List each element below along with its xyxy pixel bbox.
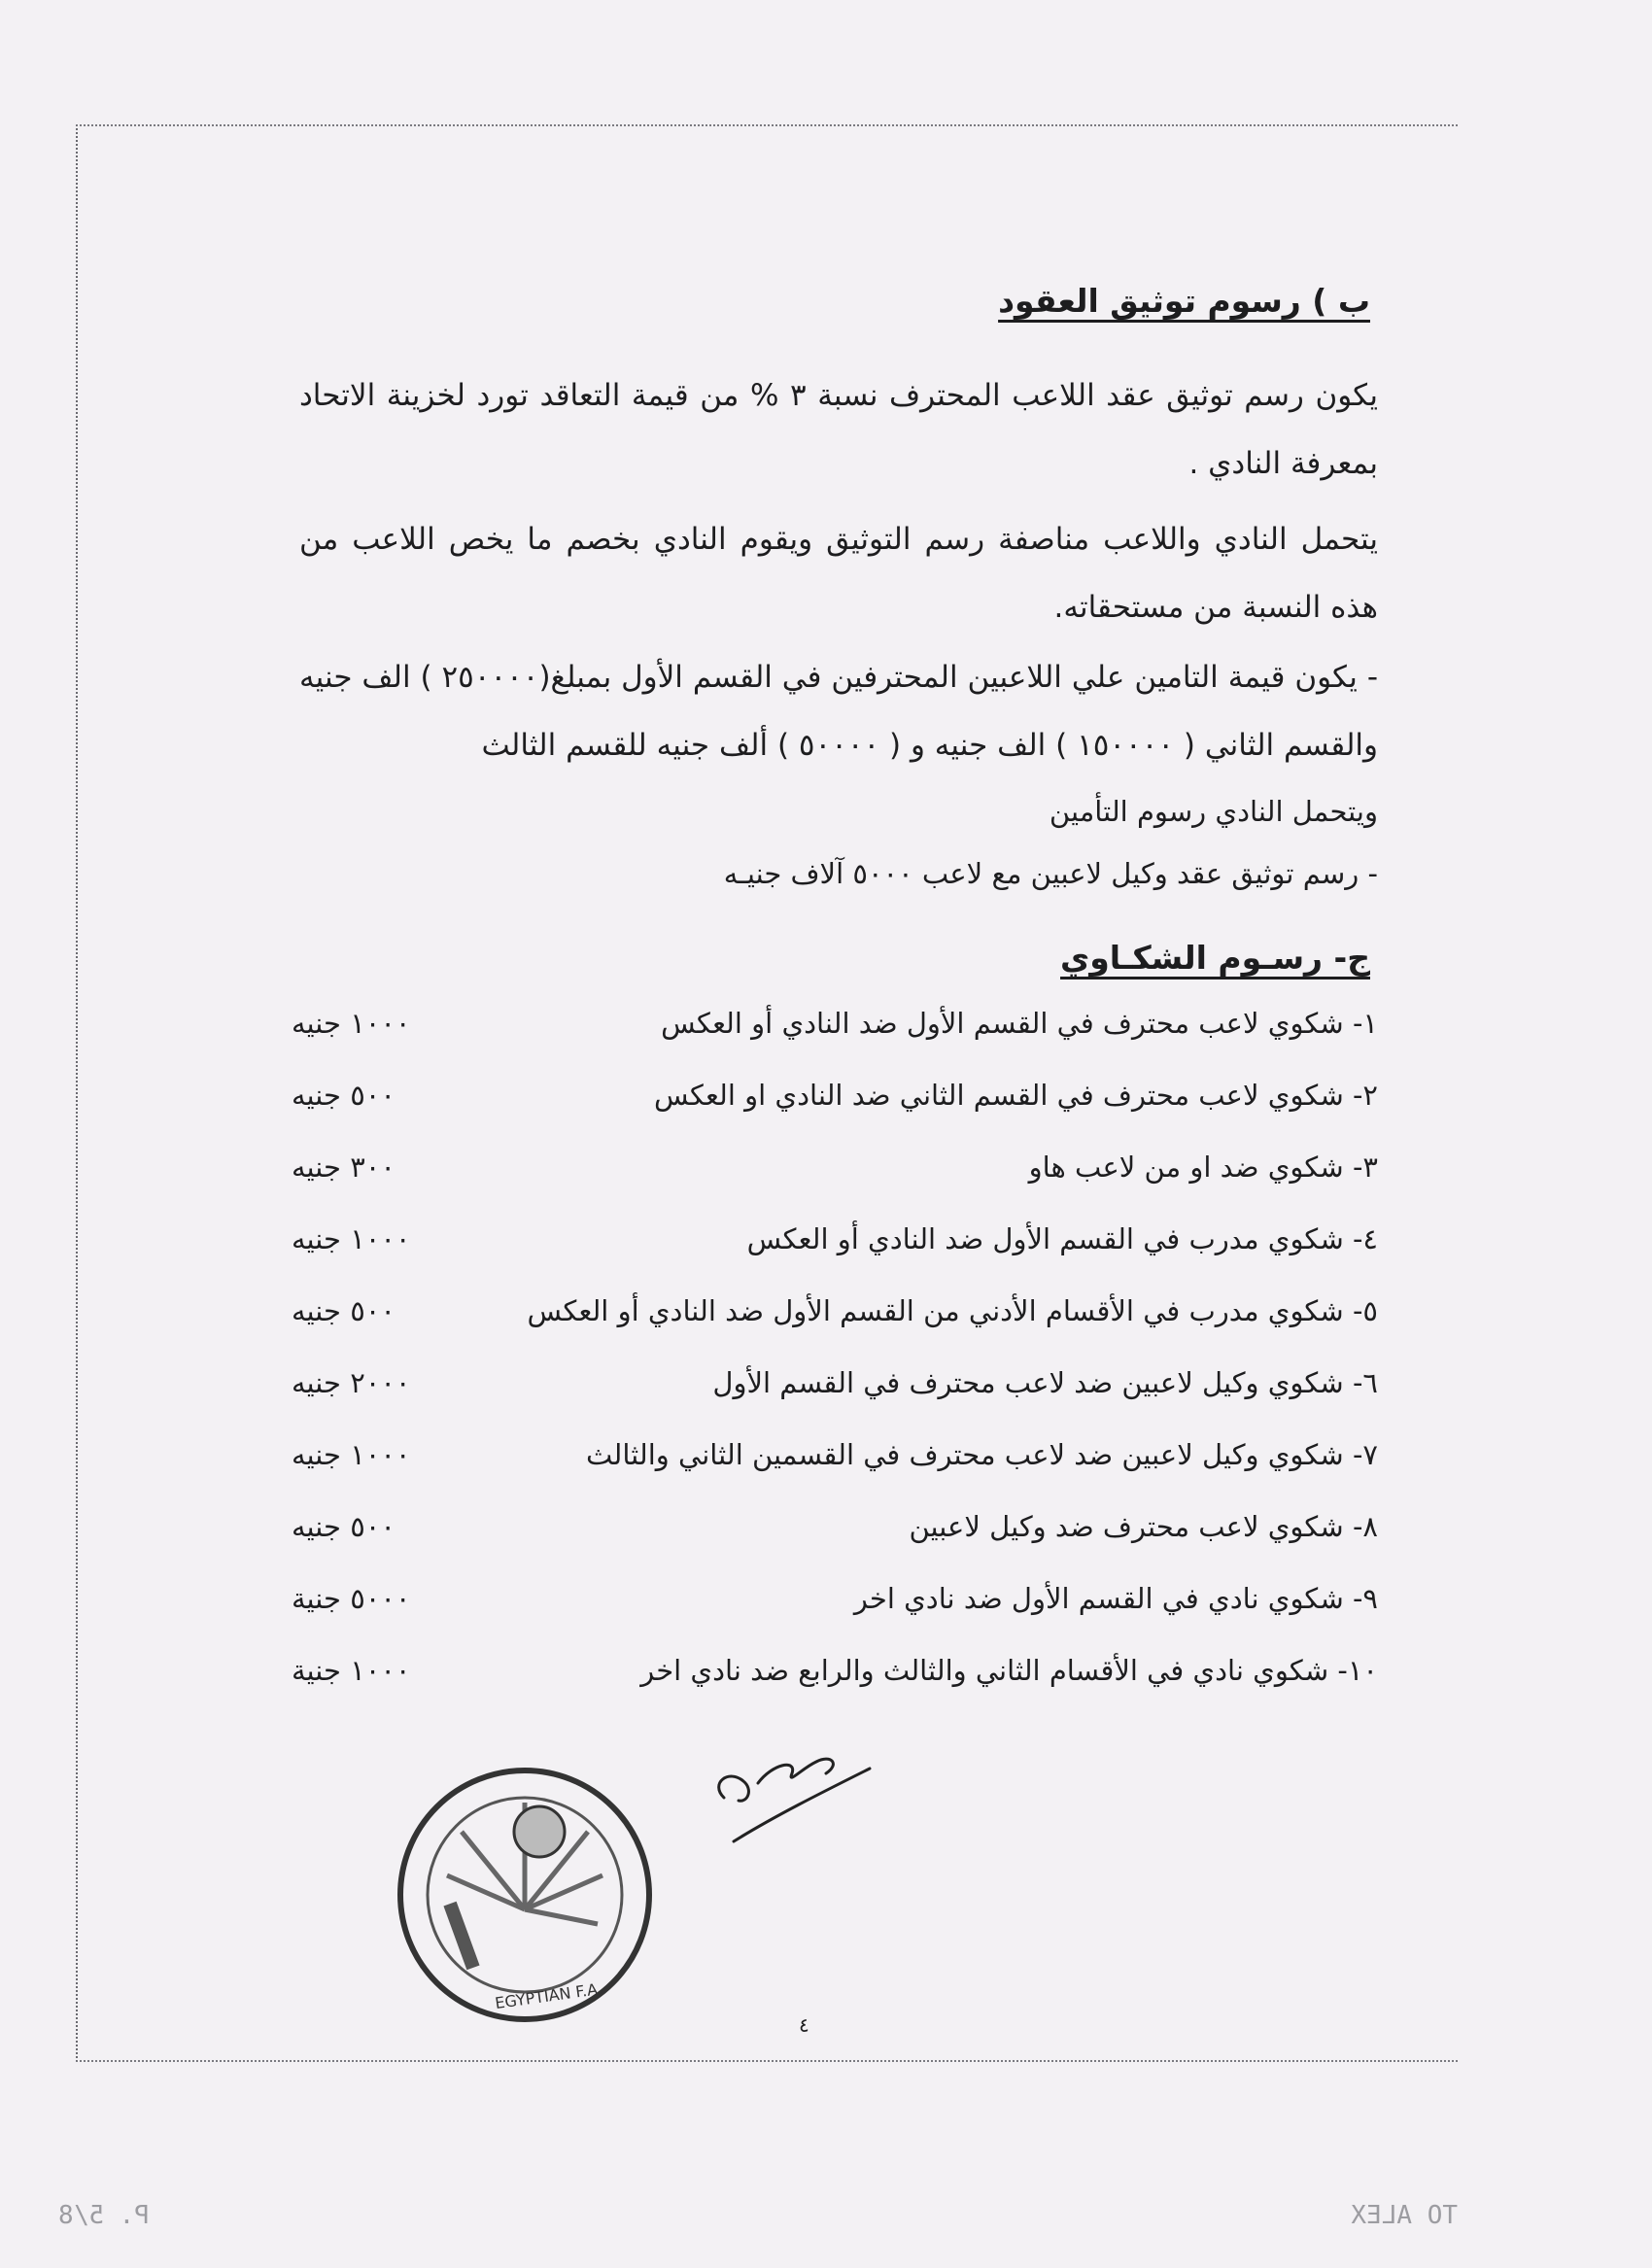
fax-footer-right: P. 5/8 (58, 2201, 150, 2230)
complaint-description: ٧- شكوي وكيل لاعبين ضد لاعب محترف في القسمين الثاني والثالث (586, 1438, 1378, 1471)
complaint-fee-row (292, 1001, 1378, 1046)
complaint-description: ١- شكوي لاعب محترف في القسم الأول ضد النادي أو العكس (661, 1007, 1378, 1040)
complaint-fee-row (292, 1145, 1378, 1189)
complaint-fee-amount: ١٠٠٠ جنيه (292, 1222, 411, 1255)
complaint-fee-row (292, 1648, 1378, 1693)
complaint-fee-row (292, 1360, 1378, 1405)
insurance-fees-line: ويتحمل النادي رسوم التأمين (1049, 795, 1378, 828)
complaint-fee-amount: ٥٠٠ جنيه (292, 1510, 396, 1543)
complaint-fee-amount: ٥٠٠ جنيه (292, 1294, 396, 1327)
complaint-fee-row (292, 1576, 1378, 1621)
section-c-title: ج- رسـوم الشكـاوي (1060, 939, 1370, 977)
complaint-description: ٢- شكوي لاعب محترف في القسم الثاني ضد النادي او العكس (654, 1079, 1378, 1112)
signature-icon (705, 1725, 879, 1846)
fee-split-paragraph: يتحمل النادي واللاعب مناصفة رسم التوثيق ويقوم النادي بخصم ما يخص اللاعب من هذه النسبة من مستحقاته. (299, 522, 1378, 625)
complaint-fee-row (292, 1217, 1378, 1261)
section-b-title: ب ) رسوم توثيق العقود (998, 282, 1370, 320)
complaint-description: ٣- شكوي ضد او من لاعب هاو (1028, 1151, 1378, 1184)
page-number: ٤ (799, 2013, 809, 2037)
complaint-fee-amount: ٥٠٠٠ جنية (292, 1582, 411, 1615)
insurance-paragraph: - يكون قيمة التامين علي اللاعبين المحترفين في القسم الأول بمبلغ(٢٥٠٠٠٠ ) الف جنيه والقسم الثاني ( ١٥٠٠٠٠ ) الف جنيه و ( ٥٠٠٠٠ ) ألف جنيه للقسم الثالث (299, 660, 1378, 763)
stamp-label: EGYPTIAN F.A. (494, 1978, 603, 2013)
complaint-fee-row (292, 1073, 1378, 1117)
complaint-fee-amount: ٣٠٠ جنيه (292, 1151, 396, 1184)
complaint-fee-row (292, 1504, 1378, 1549)
fax-footer-mirrored (58, 2196, 1458, 2235)
agent-contract-fee-line: - رسم توثيق عقد وكيل لاعبين مع لاعب ٥٠٠٠ آلاف جنيـه (723, 857, 1378, 890)
complaint-description: ١٠- شكوي نادي في الأقسام الثاني والثالث والرابع ضد نادي اخر (640, 1654, 1378, 1687)
complaint-description: ٩- شكوي نادي في القسم الأول ضد نادي اخر (853, 1582, 1378, 1615)
complaint-description: ٥- شكوي مدرب في الأقسام الأدني من القسم الأول ضد النادي أو العكس (527, 1294, 1378, 1327)
contract-fee-paragraph: يكون رسم توثيق عقد اللاعب المحترف نسبة ٣ % من قيمة التعاقد تورد لخزينة الاتحاد بمعرفة النادي . (299, 378, 1378, 481)
complaint-fee-amount: ١٠٠٠ جنيه (292, 1438, 411, 1471)
complaint-fee-amount: ١٠٠٠ جنية (292, 1654, 411, 1687)
complaint-fee-row (292, 1289, 1378, 1333)
complaint-fee-amount: ٥٠٠ جنيه (292, 1079, 396, 1112)
federation-stamp-icon (394, 1764, 656, 2026)
complaint-description: ٦- شكوي وكيل لاعبين ضد لاعب محترف في القسم الأول (712, 1366, 1378, 1399)
fax-footer-left: TO ALEX (1351, 2201, 1458, 2230)
complaint-fee-amount: ١٠٠٠ جنيه (292, 1007, 411, 1040)
complaint-fee-row (292, 1432, 1378, 1477)
complaint-description: ٤- شكوي مدرب في القسم الأول ضد النادي أو العكس (746, 1222, 1378, 1255)
complaint-description: ٨- شكوي لاعب محترف ضد وكيل لاعبين (909, 1510, 1378, 1543)
complaint-fee-amount: ٢٠٠٠ جنيه (292, 1366, 411, 1399)
